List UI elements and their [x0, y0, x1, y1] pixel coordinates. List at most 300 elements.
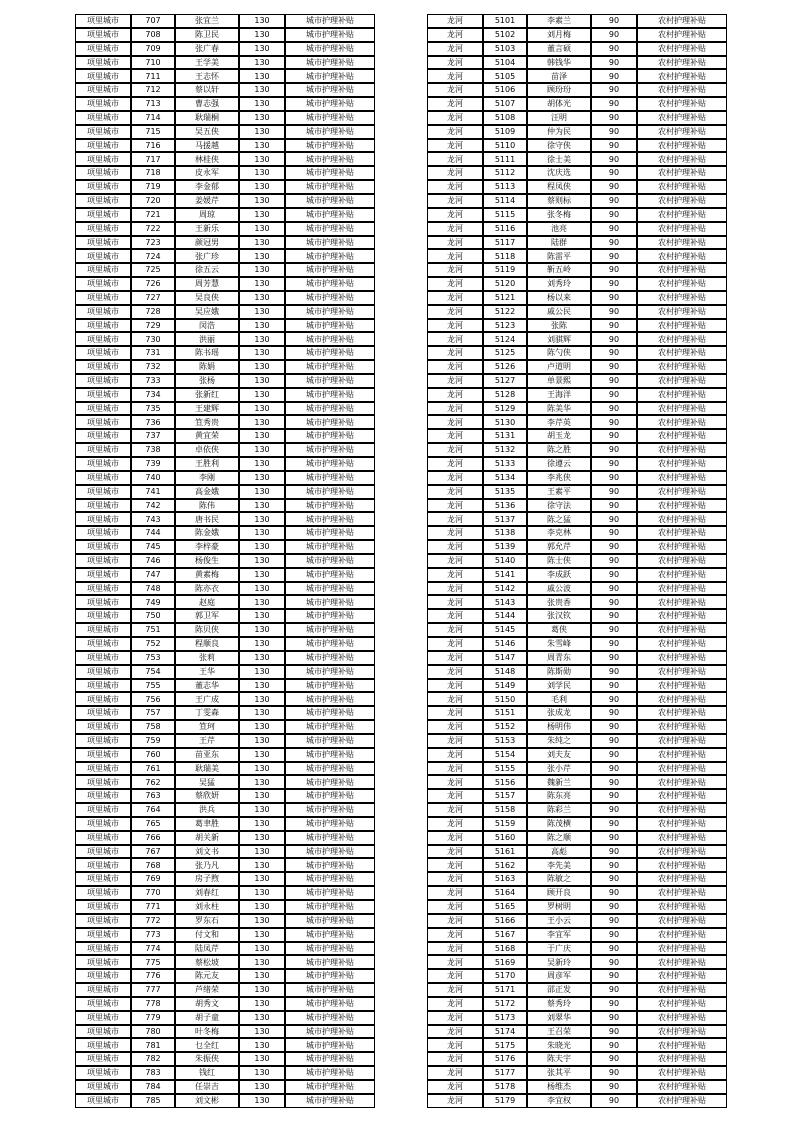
name-cell: 颜冠男 [175, 236, 239, 250]
serial-cell: 756 [131, 692, 175, 706]
serial-cell: 5127 [483, 374, 527, 388]
name-cell: 耿瑞美 [175, 762, 239, 776]
amount-cell: 90 [591, 692, 637, 706]
amount-cell: 130 [239, 609, 285, 623]
subsidy-type-cell: 城市护理补贴 [285, 222, 375, 236]
region-cell: 项里城市 [75, 775, 131, 789]
amount-cell: 130 [239, 817, 285, 831]
serial-cell: 5156 [483, 775, 527, 789]
amount-cell: 90 [591, 56, 637, 70]
serial-cell: 749 [131, 595, 175, 609]
amount-cell: 90 [591, 651, 637, 665]
amount-cell: 130 [239, 360, 285, 374]
table-row [75, 249, 375, 263]
serial-cell: 752 [131, 637, 175, 651]
region-cell: 项里城市 [75, 305, 131, 319]
serial-cell: 5106 [483, 83, 527, 97]
name-cell: 张小芹 [527, 762, 591, 776]
serial-cell: 5150 [483, 692, 527, 706]
table-row [75, 748, 375, 762]
region-cell: 龙河 [427, 637, 483, 651]
name-cell: 李成跃 [527, 568, 591, 582]
subsidy-type-cell: 农村护理补贴 [637, 665, 727, 679]
table-row [427, 886, 727, 900]
amount-cell: 90 [591, 291, 637, 305]
amount-cell: 90 [591, 485, 637, 499]
name-cell: 陈亦衣 [175, 582, 239, 596]
serial-cell: 5131 [483, 429, 527, 443]
serial-cell: 708 [131, 28, 175, 42]
serial-cell: 5130 [483, 415, 527, 429]
region-cell: 龙河 [427, 554, 483, 568]
table-row [427, 443, 727, 457]
name-cell: 张广春 [175, 42, 239, 56]
table-row [427, 263, 727, 277]
region-cell: 项里城市 [75, 139, 131, 153]
table-row [427, 346, 727, 360]
region-cell: 项里城市 [75, 831, 131, 845]
amount-cell: 90 [591, 208, 637, 222]
amount-cell: 130 [239, 332, 285, 346]
subsidy-type-cell: 农村护理补贴 [637, 263, 727, 277]
amount-cell: 130 [239, 955, 285, 969]
amount-cell: 90 [591, 28, 637, 42]
table-row [75, 775, 375, 789]
subsidy-type-cell: 农村护理补贴 [637, 388, 727, 402]
name-cell: 马援越 [175, 139, 239, 153]
amount-cell: 90 [591, 886, 637, 900]
subsidy-type-cell: 农村护理补贴 [637, 1011, 727, 1025]
amount-cell: 90 [591, 706, 637, 720]
region-cell: 龙河 [427, 997, 483, 1011]
serial-cell: 777 [131, 983, 175, 997]
table-row [427, 928, 727, 942]
region-cell: 项里城市 [75, 1066, 131, 1080]
subsidy-type-cell: 农村护理补贴 [637, 817, 727, 831]
name-cell: 胡玉龙 [527, 429, 591, 443]
subsidy-type-cell: 城市护理补贴 [285, 623, 375, 637]
subsidy-type-cell: 农村护理补贴 [637, 803, 727, 817]
amount-cell: 90 [591, 1094, 637, 1108]
serial-cell: 5145 [483, 623, 527, 637]
amount-cell: 130 [239, 568, 285, 582]
subsidy-type-cell: 农村护理补贴 [637, 429, 727, 443]
table-row [75, 720, 375, 734]
table-row [427, 997, 727, 1011]
name-cell: 陈之顺 [527, 831, 591, 845]
subsidy-type-cell: 城市护理补贴 [285, 1066, 375, 1080]
table-row [75, 554, 375, 568]
subsidy-type-cell: 城市护理补贴 [285, 637, 375, 651]
subsidy-type-cell: 农村护理补贴 [637, 277, 727, 291]
name-cell: 苗泽 [527, 69, 591, 83]
table-row [427, 499, 727, 513]
subsidy-type-cell: 城市护理补贴 [285, 332, 375, 346]
amount-cell: 130 [239, 277, 285, 291]
subsidy-type-cell: 农村护理补贴 [637, 402, 727, 416]
region-cell: 项里城市 [75, 319, 131, 333]
subsidy-type-cell: 农村护理补贴 [637, 152, 727, 166]
table-row [427, 291, 727, 305]
name-cell: 徐守侠 [527, 139, 591, 153]
serial-cell: 773 [131, 928, 175, 942]
table-row [75, 111, 375, 125]
region-cell: 龙河 [427, 166, 483, 180]
amount-cell: 130 [239, 499, 285, 513]
amount-cell: 90 [591, 762, 637, 776]
amount-cell: 90 [591, 526, 637, 540]
table-row [427, 526, 727, 540]
name-cell: 张杨 [175, 374, 239, 388]
name-cell: 李克林 [527, 526, 591, 540]
serial-cell: 768 [131, 858, 175, 872]
amount-cell: 90 [591, 152, 637, 166]
region-cell: 龙河 [427, 803, 483, 817]
serial-cell: 780 [131, 1025, 175, 1039]
region-cell: 项里城市 [75, 28, 131, 42]
amount-cell: 90 [591, 443, 637, 457]
name-cell: 李先美 [527, 858, 591, 872]
amount-cell: 90 [591, 997, 637, 1011]
table-row [427, 582, 727, 596]
serial-cell: 5108 [483, 111, 527, 125]
serial-cell: 717 [131, 152, 175, 166]
amount-cell: 130 [239, 180, 285, 194]
amount-cell: 130 [239, 997, 285, 1011]
name-cell: 李金郁 [175, 180, 239, 194]
serial-cell: 776 [131, 969, 175, 983]
subsidy-type-cell: 农村护理补贴 [637, 831, 727, 845]
name-cell: 戚公民 [527, 305, 591, 319]
table-row [427, 457, 727, 471]
table-row [75, 512, 375, 526]
subsidy-type-cell: 城市护理补贴 [285, 1052, 375, 1066]
name-cell: 张其平 [527, 1066, 591, 1080]
region-cell: 龙河 [427, 789, 483, 803]
table-row [427, 360, 727, 374]
name-cell: 程凤侠 [527, 180, 591, 194]
name-cell: 刘春红 [175, 886, 239, 900]
region-cell: 龙河 [427, 42, 483, 56]
subsidy-type-cell: 农村护理补贴 [637, 651, 727, 665]
region-cell: 龙河 [427, 955, 483, 969]
table-row [427, 208, 727, 222]
serial-cell: 5171 [483, 983, 527, 997]
subsidy-type-cell: 城市护理补贴 [285, 83, 375, 97]
name-cell: 徐五云 [175, 263, 239, 277]
subsidy-type-cell: 城市护理补贴 [285, 485, 375, 499]
serial-cell: 772 [131, 914, 175, 928]
name-cell: 吴良侠 [175, 291, 239, 305]
subsidy-type-cell: 城市护理补贴 [285, 900, 375, 914]
subsidy-type-cell: 农村护理补贴 [637, 194, 727, 208]
table-row [75, 222, 375, 236]
region-cell: 项里城市 [75, 595, 131, 609]
name-cell: 徐遵云 [527, 457, 591, 471]
serial-cell: 5116 [483, 222, 527, 236]
serial-cell: 5175 [483, 1038, 527, 1052]
table-row [75, 139, 375, 153]
name-cell: 陈雷平 [527, 249, 591, 263]
amount-cell: 90 [591, 1011, 637, 1025]
rural-subsidy-table [427, 14, 727, 1108]
name-cell: 卢道明 [527, 360, 591, 374]
serial-cell: 715 [131, 125, 175, 139]
table-row [427, 955, 727, 969]
amount-cell: 90 [591, 263, 637, 277]
name-cell: 陈贝侠 [175, 623, 239, 637]
region-cell: 龙河 [427, 748, 483, 762]
table-row [75, 69, 375, 83]
serial-cell: 5117 [483, 236, 527, 250]
region-cell: 项里城市 [75, 637, 131, 651]
serial-cell: 718 [131, 166, 175, 180]
name-cell: 陈斯勋 [527, 665, 591, 679]
serial-cell: 5136 [483, 499, 527, 513]
subsidy-type-cell: 城市护理补贴 [285, 831, 375, 845]
table-row [75, 609, 375, 623]
region-cell: 项里城市 [75, 83, 131, 97]
region-cell: 龙河 [427, 1025, 483, 1039]
serial-cell: 5125 [483, 346, 527, 360]
amount-cell: 90 [591, 249, 637, 263]
name-cell: 李兆侠 [527, 471, 591, 485]
amount-cell: 90 [591, 139, 637, 153]
table-row [427, 28, 727, 42]
region-cell: 项里城市 [75, 360, 131, 374]
table-row [75, 28, 375, 42]
serial-cell: 5120 [483, 277, 527, 291]
name-cell: 韩钱华 [527, 56, 591, 70]
table-row [75, 360, 375, 374]
serial-cell: 5121 [483, 291, 527, 305]
subsidy-type-cell: 农村护理补贴 [637, 457, 727, 471]
region-cell: 龙河 [427, 623, 483, 637]
name-cell: 张贵香 [527, 595, 591, 609]
amount-cell: 130 [239, 429, 285, 443]
subsidy-type-cell: 城市护理补贴 [285, 817, 375, 831]
name-cell: 王志怀 [175, 69, 239, 83]
subsidy-type-cell: 农村护理补贴 [637, 305, 727, 319]
name-cell: 池亮 [527, 222, 591, 236]
amount-cell: 130 [239, 679, 285, 693]
region-cell: 龙河 [427, 291, 483, 305]
table-row [75, 983, 375, 997]
table-row [427, 512, 727, 526]
amount-cell: 90 [591, 775, 637, 789]
subsidy-type-cell: 城市护理补贴 [285, 1025, 375, 1039]
amount-cell: 130 [239, 194, 285, 208]
table-row [427, 789, 727, 803]
amount-cell: 90 [591, 914, 637, 928]
serial-cell: 5132 [483, 443, 527, 457]
serial-cell: 5109 [483, 125, 527, 139]
region-cell: 项里城市 [75, 443, 131, 457]
region-cell: 项里城市 [75, 789, 131, 803]
name-cell: 单景熙 [527, 374, 591, 388]
amount-cell: 130 [239, 1052, 285, 1066]
name-cell: 刘文彬 [175, 1094, 239, 1108]
amount-cell: 130 [239, 1066, 285, 1080]
region-cell: 龙河 [427, 236, 483, 250]
table-row [427, 374, 727, 388]
amount-cell: 90 [591, 111, 637, 125]
name-cell: 程顺良 [175, 637, 239, 651]
serial-cell: 729 [131, 319, 175, 333]
region-cell: 项里城市 [75, 845, 131, 859]
serial-cell: 5102 [483, 28, 527, 42]
table-row [75, 651, 375, 665]
subsidy-type-cell: 城市护理补贴 [285, 886, 375, 900]
amount-cell: 130 [239, 665, 285, 679]
subsidy-type-cell: 农村护理补贴 [637, 291, 727, 305]
table-row [75, 125, 375, 139]
amount-cell: 90 [591, 803, 637, 817]
serial-cell: 734 [131, 388, 175, 402]
region-cell: 项里城市 [75, 152, 131, 166]
region-cell: 龙河 [427, 56, 483, 70]
amount-cell: 130 [239, 637, 285, 651]
name-cell: 唐书民 [175, 512, 239, 526]
region-cell: 项里城市 [75, 457, 131, 471]
table-row [427, 180, 727, 194]
subsidy-type-cell: 农村护理补贴 [637, 762, 727, 776]
amount-cell: 130 [239, 623, 285, 637]
serial-cell: 727 [131, 291, 175, 305]
name-cell: 魏新兰 [527, 775, 591, 789]
subsidy-type-cell: 城市护理补贴 [285, 706, 375, 720]
table-row [75, 166, 375, 180]
table-row [427, 858, 727, 872]
subsidy-type-cell: 城市护理补贴 [285, 554, 375, 568]
table-row [75, 346, 375, 360]
table-row [427, 1052, 727, 1066]
region-cell: 项里城市 [75, 415, 131, 429]
serial-cell: 751 [131, 623, 175, 637]
table-row [75, 83, 375, 97]
amount-cell: 90 [591, 734, 637, 748]
table-row [75, 415, 375, 429]
table-row [427, 803, 727, 817]
amount-cell: 130 [239, 56, 285, 70]
amount-cell: 130 [239, 139, 285, 153]
serial-cell: 5144 [483, 609, 527, 623]
subsidy-type-cell: 农村护理补贴 [637, 1052, 727, 1066]
serial-cell: 5129 [483, 402, 527, 416]
table-row [427, 692, 727, 706]
amount-cell: 90 [591, 180, 637, 194]
table-row [75, 1094, 375, 1108]
subsidy-type-cell: 城市护理补贴 [285, 28, 375, 42]
amount-cell: 90 [591, 346, 637, 360]
subsidy-type-cell: 农村护理补贴 [637, 623, 727, 637]
amount-cell: 130 [239, 249, 285, 263]
table-row [427, 1011, 727, 1025]
table-row [427, 540, 727, 554]
serial-cell: 5104 [483, 56, 527, 70]
region-cell: 项里城市 [75, 56, 131, 70]
name-cell: 卓依侠 [175, 443, 239, 457]
name-cell: 王小云 [527, 914, 591, 928]
name-cell: 胡秀文 [175, 997, 239, 1011]
name-cell: 董言硕 [527, 42, 591, 56]
serial-cell: 779 [131, 1011, 175, 1025]
region-cell: 龙河 [427, 1038, 483, 1052]
table-row [427, 485, 727, 499]
region-cell: 项里城市 [75, 277, 131, 291]
table-row [75, 152, 375, 166]
amount-cell: 90 [591, 623, 637, 637]
region-cell: 龙河 [427, 1052, 483, 1066]
serial-cell: 5170 [483, 969, 527, 983]
region-cell: 项里城市 [75, 485, 131, 499]
name-cell: 刘翠华 [527, 1011, 591, 1025]
subsidy-type-cell: 农村护理补贴 [637, 208, 727, 222]
table-row [427, 139, 727, 153]
subsidy-type-cell: 农村护理补贴 [637, 374, 727, 388]
name-cell: 蔡欣妍 [175, 789, 239, 803]
name-cell: 杨维杰 [527, 1080, 591, 1094]
amount-cell: 130 [239, 319, 285, 333]
table-row [75, 692, 375, 706]
subsidy-type-cell: 农村护理补贴 [637, 609, 727, 623]
subsidy-type-cell: 城市护理补贴 [285, 845, 375, 859]
region-cell: 龙河 [427, 1080, 483, 1094]
name-cell: 陈之猛 [527, 512, 591, 526]
subsidy-type-cell: 城市护理补贴 [285, 319, 375, 333]
region-cell: 项里城市 [75, 249, 131, 263]
name-cell: 周青东 [527, 651, 591, 665]
serial-cell: 5157 [483, 789, 527, 803]
serial-cell: 5119 [483, 263, 527, 277]
name-cell: 陈敏之 [527, 872, 591, 886]
amount-cell: 130 [239, 125, 285, 139]
region-cell: 龙河 [427, 499, 483, 513]
table-row [75, 388, 375, 402]
amount-cell: 130 [239, 415, 285, 429]
table-row [427, 651, 727, 665]
name-cell: 李宜权 [527, 1094, 591, 1108]
table-row [427, 969, 727, 983]
table-row [427, 942, 727, 956]
subsidy-type-cell: 城市护理补贴 [285, 983, 375, 997]
amount-cell: 90 [591, 955, 637, 969]
table-row [75, 97, 375, 111]
table-row [75, 1080, 375, 1094]
amount-cell: 90 [591, 720, 637, 734]
name-cell: 陆凤芹 [175, 942, 239, 956]
region-cell: 项里城市 [75, 69, 131, 83]
table-row [427, 236, 727, 250]
region-cell: 龙河 [427, 983, 483, 997]
serial-cell: 733 [131, 374, 175, 388]
table-row [427, 595, 727, 609]
amount-cell: 90 [591, 789, 637, 803]
name-cell: 林桂侠 [175, 152, 239, 166]
amount-cell: 90 [591, 388, 637, 402]
name-cell: 李宜军 [527, 928, 591, 942]
name-cell: 李梓豪 [175, 540, 239, 554]
table-row [427, 152, 727, 166]
region-cell: 项里城市 [75, 1011, 131, 1025]
serial-cell: 5160 [483, 831, 527, 845]
table-row [75, 582, 375, 596]
region-cell: 龙河 [427, 900, 483, 914]
table-row [75, 942, 375, 956]
serial-cell: 748 [131, 582, 175, 596]
region-cell: 项里城市 [75, 194, 131, 208]
region-cell: 龙河 [427, 249, 483, 263]
